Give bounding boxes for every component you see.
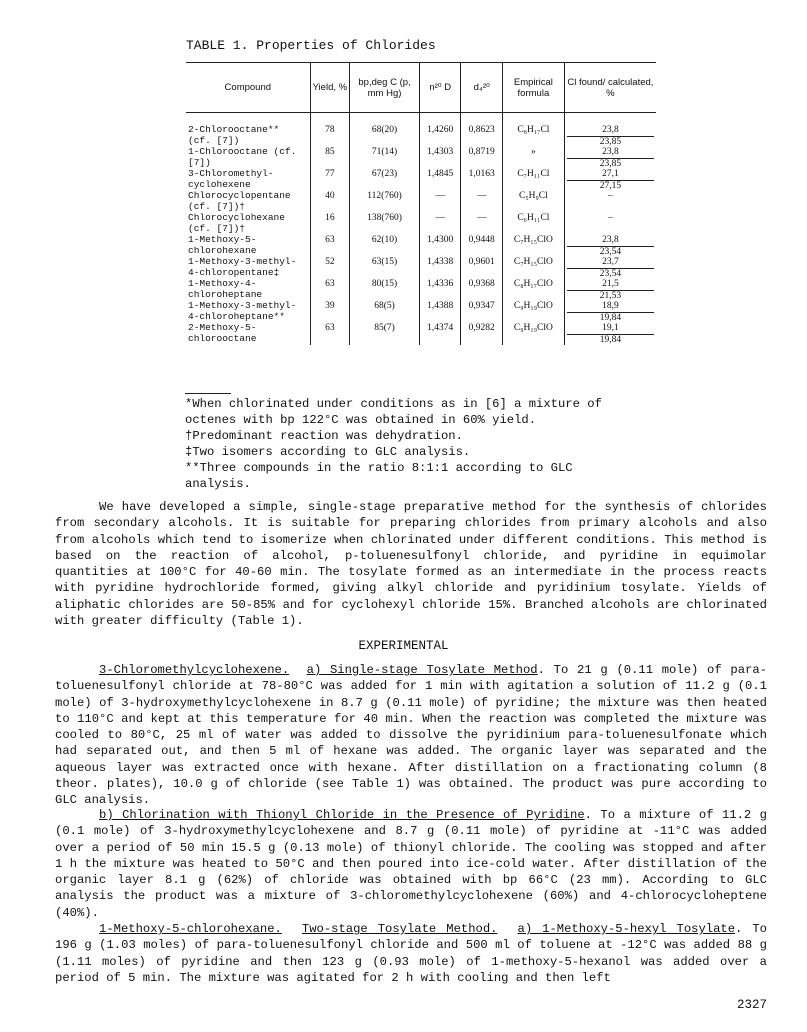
para1-text: . To 21 g (0.11 mole) of para-toluenesulfonyl chloride at 78-80°C was added for 1 min with agitation a solution of 11.2 g (0.1 mole) of 3-hydroxymethylcyclohexene in 8.7 g (0.11 mole) of pyridine; the mixture was then heated to 110°C and kept at this temperature for 40 min. When the reaction was completed the mixture was cooled to 80°C, 25 ml of water was added to dissolve the pyridinium para-toluenesulfonate which had separated out, and then 5 ml of hexane was added. The organic layer was separated and the aqueous layer was extracted once with hexane. After distillation on a fractionating column (8 theor. plates), 10.0 g of chloride (see Table 1) was obtained. The product was pure according to GLC analysis.: [55, 663, 767, 808]
note-4: **Three compounds in the ratio 8:1:1 according to GLC analysis.: [185, 461, 573, 491]
cell-yield: 16: [310, 213, 350, 235]
cell-cl-found: 23,8: [567, 147, 654, 159]
cell-yield: 63: [310, 323, 350, 345]
cell-d: —: [461, 213, 503, 235]
cell-cl-calculated: 23,85: [599, 136, 622, 147]
cell-bp: 63(15): [350, 257, 420, 279]
para3-subsubtitle: a) 1-Methoxy-5-hexyl Tosylate: [517, 922, 736, 936]
table-caption: TABLE 1. Properties of Chlorides: [186, 38, 436, 53]
table-notes: [185, 393, 645, 492]
para2-text: . To a mixture of 11.2 g (0.1 mole) of 3-hydroxymethylcyclohexene and 8.7 g (0.11 mole) of pyridine at -11°C was added over a period of 50 min 15.5 g (0.13 mole) of thionyl chloride. The cooling was stopped and after 1 h the mixture was heated to 50°C and then poured into ice-cold water. After distillation of the organic layer 8.1 g (62%) of chloride was obtained with bp 66°C (23 mm). According to GLC analysis the product was a mixture of 3-chloromethylcyclohexene (60%) and 4-chlorocycloheptene (40%).: [55, 808, 768, 920]
table-row: [186, 169, 656, 191]
cell-cl: [564, 323, 656, 345]
cell-cl: [564, 279, 656, 301]
cell-cl-found: 19,1: [567, 323, 654, 335]
cell-compound: 1-Methoxy-3-methyl- 4-chloropentane‡: [188, 256, 297, 278]
cell-formula: C₈H₁₇ClO: [503, 279, 565, 301]
cell-compound: 1-Methoxy-5- chlorohexane: [188, 234, 257, 256]
table-row: [186, 301, 656, 323]
cell-cl: [564, 301, 656, 323]
cell-cl-calculated: 23,54: [599, 246, 622, 257]
para3-subtitle: Two-stage Tosylate Method.: [301, 922, 498, 936]
cell-cl: [564, 169, 656, 191]
cell-yield: 78: [310, 113, 350, 148]
cell-bp: 71(14): [350, 147, 420, 169]
intro-paragraph: [55, 499, 767, 629]
cell-d: 0,8623: [461, 113, 503, 148]
cell-d: 1,0163: [461, 169, 503, 191]
cell-compound: 3-Chloromethyl- cyclohexene: [188, 168, 274, 190]
notes-rule: [185, 393, 231, 394]
header-yield: Yield, %: [310, 63, 350, 113]
table-row: [186, 213, 656, 235]
cell-cl: [564, 257, 656, 279]
cell-compound: Chlorocyclopentane (cf. [7])†: [188, 190, 291, 212]
header-formula: Empirical formula: [503, 63, 565, 113]
cell-d: 0,9347: [461, 301, 503, 323]
cell-compound: 2-Methoxy-5- chlorooctane: [188, 322, 257, 344]
cell-cl-calculated: 21,53: [599, 290, 622, 301]
cell-bp: 85(7): [350, 323, 420, 345]
cell-nd: 1,4300: [419, 235, 461, 257]
cell-nd: 1,4388: [419, 301, 461, 323]
paragraph-single-stage: [55, 662, 767, 809]
experimental-heading: EXPERIMENTAL: [358, 639, 449, 653]
cell-cl: [564, 235, 656, 257]
cell-compound: 1-Methoxy-3-methyl- 4-chloroheptane**: [188, 300, 297, 322]
table-row: [186, 323, 656, 345]
cell-nd: —: [419, 213, 461, 235]
table-row: [186, 257, 656, 279]
cell-formula: C₇H₁₅ClO: [503, 235, 565, 257]
cell-cl-found: 27,1: [567, 169, 654, 181]
cell-bp: 68(20): [350, 113, 420, 148]
cell-bp: 62(10): [350, 235, 420, 257]
intro-text: We have developed a simple, single-stage preparative method for the synthesis of chlorides from secondary alcohols. It is suitable for preparing chlorides from primary alcohols and also from alcohols which tend to isomerize when chlorinated under different conditions. This method is based on the reaction of alcohol, p-toluenesulfonyl chloride, and pyridine in equimolar quantities at 100°C for 40-60 min. The tosylate formed as an intermediate in the process reacts with pyridine hydrochloride formed, giving alkyl chloride and pyridinium tosylate. Yields of aliphatic chlorides are 50-85% and for cyclohexyl chloride 15%. Branched alcohols are chlorinated with greater difficulty (Table 1).: [55, 500, 767, 629]
cell-nd: 1,4303: [419, 147, 461, 169]
properties-table: [186, 62, 656, 345]
cell-cl: [564, 191, 656, 213]
header-cl: Cl found/ calculated, %: [564, 63, 656, 113]
cell-compound: 1-Chlorooctane (cf. [7]): [188, 146, 297, 168]
table-row: [186, 191, 656, 213]
cell-bp: 112(760): [350, 191, 420, 213]
page-number: 2327: [736, 998, 767, 1012]
cell-nd: 1,4338: [419, 257, 461, 279]
cell-cl-calculated: 19,84: [599, 312, 622, 323]
cell-yield: 77: [310, 169, 350, 191]
cell-cl-found: 18,9: [567, 301, 654, 313]
cell-formula: C₅H₉Cl: [503, 191, 565, 213]
cell-yield: 63: [310, 235, 350, 257]
cell-cl-calculated: 23,85: [599, 158, 622, 169]
cell-cl-calculated: 27,15: [599, 180, 622, 191]
cell-compound: Chlorocyclohexane (cf. [7])†: [188, 212, 285, 234]
paragraph-thionyl: [55, 807, 767, 921]
cell-yield: 39: [310, 301, 350, 323]
cell-formula: »: [503, 147, 565, 169]
cell-nd: 1,4374: [419, 323, 461, 345]
cell-yield: 85: [310, 147, 350, 169]
note-2: †Predominant reaction was dehydration.: [185, 429, 463, 443]
cell-cl-found: –: [608, 213, 613, 223]
para1-title: 3-Chloromethylcyclohexene.: [99, 663, 290, 677]
cell-bp: 138(760): [350, 213, 420, 235]
cell-cl-found: 23,8: [567, 125, 654, 137]
cell-cl: [564, 213, 656, 235]
cell-yield: 52: [310, 257, 350, 279]
cell-nd: 1,4336: [419, 279, 461, 301]
cell-formula: C₇H₁₁Cl: [503, 169, 565, 191]
cell-yield: 40: [310, 191, 350, 213]
cell-nd: 1,4260: [419, 113, 461, 148]
note-1: *When chlorinated under conditions as in [6] a mixture of octenes with bp 122°C was obtained in 60% yield.: [185, 397, 602, 427]
cell-cl: [564, 113, 656, 148]
cell-bp: 68(5): [350, 301, 420, 323]
para3-title: 1-Methoxy-5-chlorohexane.: [99, 922, 282, 936]
cell-yield: 63: [310, 279, 350, 301]
cell-cl-calculated: 23,54: [599, 268, 622, 279]
cell-cl-calculated: 19,84: [599, 334, 622, 345]
cell-d: 0,8719: [461, 147, 503, 169]
cell-nd: —: [419, 191, 461, 213]
para2-title: b) Chlorination with Thionyl Chloride in the Presence of Pyridine: [99, 808, 585, 822]
cell-d: 0,9601: [461, 257, 503, 279]
table-row: [186, 147, 656, 169]
header-bp: bp,deg C (p, mm Hg): [350, 63, 420, 113]
cell-formula: C₇H₁₅ClO: [503, 257, 565, 279]
para3-text: . To 196 g (1.03 moles) of para-toluenesulfonyl chloride and 500 ml of toluene at -12°C was added 88 g (1.11 moles) of pyridine and then 123 g (0.93 mole) of 1-methoxy-5-hexanol was added over a period of 5 min. The mixture was agitated for 2 h with cooling and then left: [55, 922, 767, 985]
header-nd: n²⁰ D: [419, 63, 461, 113]
cell-formula: C₆H₁₁Cl: [503, 213, 565, 235]
cell-formula: C₉H₁₉ClO: [503, 323, 565, 345]
cell-d: 0,9368: [461, 279, 503, 301]
cell-d: —: [461, 191, 503, 213]
cell-cl: [564, 147, 656, 169]
cell-formula: C₉H₁₉ClO: [503, 301, 565, 323]
header-compound: Compound: [186, 63, 310, 113]
cell-d: 0,9448: [461, 235, 503, 257]
cell-compound: 2-Chlorooctane** (cf. [7]): [188, 124, 280, 146]
cell-nd: 1,4845: [419, 169, 461, 191]
para1-subtitle: a) Single-stage Tosylate Method: [306, 663, 538, 677]
header-d: d₄²⁰: [461, 63, 503, 113]
note-3: ‡Two isomers according to GLC analysis.: [185, 445, 471, 459]
cell-bp: 80(15): [350, 279, 420, 301]
table-row: [186, 235, 656, 257]
cell-cl-found: 23,7: [567, 257, 654, 269]
table-row: [186, 113, 656, 148]
cell-bp: 67(23): [350, 169, 420, 191]
cell-d: 0,9282: [461, 323, 503, 345]
cell-formula: C₈H₁₇Cl: [503, 113, 565, 148]
cell-compound: 1-Methoxy-4- chloroheptane: [188, 278, 263, 300]
cell-cl-found: 21,5: [567, 279, 654, 291]
paragraph-two-stage: [55, 921, 767, 986]
table-row: [186, 279, 656, 301]
cell-cl-found: –: [608, 191, 613, 201]
cell-cl-found: 23,8: [567, 235, 654, 247]
